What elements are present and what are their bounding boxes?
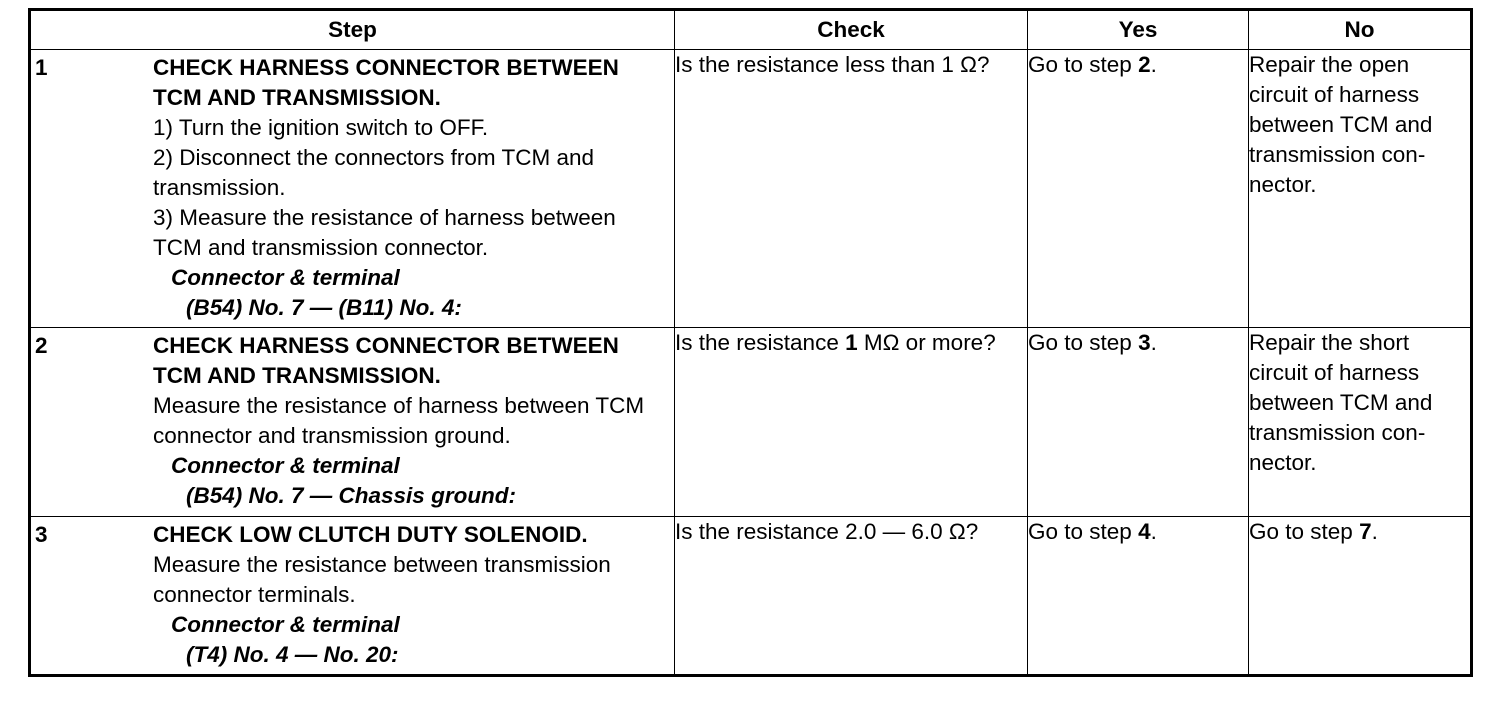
step-number: 1 — [35, 55, 48, 80]
step-number: 2 — [35, 333, 48, 358]
header-no: No — [1249, 10, 1472, 50]
check-cell: Is the resistance 2.0 — 6.0 Ω? — [675, 517, 1028, 676]
header-check: Check — [675, 10, 1028, 50]
no-step-number: 7 — [1359, 519, 1372, 544]
connector-label: Connector & terminal — [171, 265, 400, 290]
step-cell — [30, 328, 675, 517]
yes-step-number: 4 — [1138, 519, 1151, 544]
step-instruction: 3) Measure the resistance of harness between TCM and transmission connector. — [153, 205, 616, 260]
step-cell — [30, 50, 675, 328]
step-cell — [30, 517, 675, 676]
no-cell: Repair the open circuit of harness between TCM and transmission con-nector. — [1249, 50, 1472, 328]
yes-step-number: 3 — [1138, 330, 1151, 355]
connector-label: Connector & terminal — [171, 612, 400, 637]
step-number: 3 — [35, 522, 48, 547]
step-title: CHECK HARNESS CONNECTOR BETWEEN TCM AND TRANSMISSION. — [153, 333, 619, 388]
yes-cell: Go to step 2. — [1028, 50, 1249, 328]
connector-label: Connector & terminal — [171, 453, 400, 478]
no-cell: Repair the short circuit of harness between TCM and transmission con-nector. — [1249, 328, 1472, 517]
no-cell: Go to step 7. — [1249, 517, 1472, 676]
table-row — [30, 50, 1472, 328]
step-instruction: 2) Disconnect the connectors from TCM and transmission. — [153, 145, 595, 200]
connector-value: (B54) No. 7 — Chassis ground: — [186, 483, 517, 508]
header-yes: Yes — [1028, 10, 1249, 50]
header-step: Step — [30, 10, 675, 50]
step-instruction: Measure the resistance between transmission connector terminals. — [153, 552, 611, 607]
step-title: CHECK LOW CLUTCH DUTY SOLENOID. — [153, 522, 588, 547]
step-instruction: 1) Turn the ignition switch to OFF. — [153, 115, 489, 140]
table-row — [30, 517, 1472, 676]
step-instruction: Measure the resistance of harness between TCM connector and transmission ground. — [153, 393, 645, 448]
connector-value: (T4) No. 4 — No. 20: — [186, 642, 399, 667]
step-title: CHECK HARNESS CONNECTOR BETWEEN TCM AND TRANSMISSION. — [153, 55, 619, 110]
connector-value: (B54) No. 7 — (B11) No. 4: — [186, 295, 462, 320]
check-cell: Is the resistance 1 MΩ or more? — [675, 328, 1028, 517]
yes-cell: Go to step 4. — [1028, 517, 1249, 676]
check-cell: Is the resistance less than 1 Ω? — [675, 50, 1028, 328]
header-row — [30, 10, 1472, 50]
table-row — [30, 328, 1472, 517]
yes-step-number: 2 — [1138, 52, 1151, 77]
diagnostic-table — [28, 8, 1473, 677]
yes-cell: Go to step 3. — [1028, 328, 1249, 517]
